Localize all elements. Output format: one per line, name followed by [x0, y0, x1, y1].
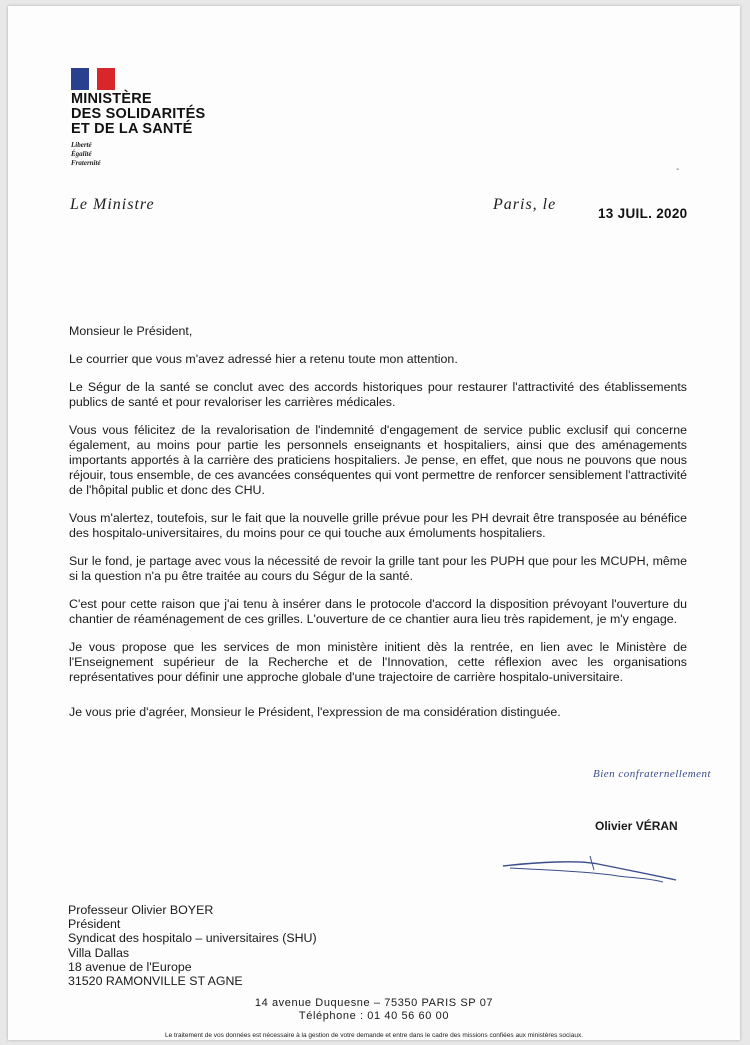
- ministry-line: ET DE LA SANTÉ: [71, 121, 193, 137]
- motto-line: Fraternité: [71, 159, 101, 167]
- motto-line: Liberté: [71, 141, 92, 149]
- motto-line: Égalité: [71, 150, 92, 158]
- recipient-line: Professeur Olivier BOYER: [68, 903, 214, 917]
- sender-title: Le Ministre: [70, 196, 155, 213]
- stray-mark: -: [676, 164, 680, 175]
- footer-phone: Téléphone : 01 40 56 60 00: [298, 1010, 450, 1022]
- salutation: Monsieur le Président,: [69, 324, 193, 338]
- footer-address: 14 avenue Duquesne – 75350 PARIS SP 07: [254, 997, 494, 1009]
- closing-formula: Je vous prie d'agréer, Monsieur le Président, l'expression de ma considération distinguée.: [69, 705, 561, 719]
- ministry-line: MINISTÈRE: [71, 91, 152, 107]
- handwritten-note: Bien confraternellement: [593, 768, 712, 780]
- paragraph: Vous m'alertez, toutefois, sur le fait que la nouvelle grille prévue pour les PH devrait être transposée au bénéfice des hospitalo-universitaires, du moins pour ce qui touche aux émoluments hospitaliers.: [69, 511, 687, 540]
- recipient-line: 31520 RAMONVILLE ST AGNE: [68, 974, 243, 989]
- paragraph: C'est pour cette raison que j'ai tenu à insérer dans le protocole d'accord la disposition prévoyant l'ouverture du chantier de réaménagement de ces grilles. L'ouverture de ce chantier aura lieu très rapidement, je m'y engage.: [69, 597, 687, 626]
- letter-page: [8, 6, 740, 1040]
- paragraph: Sur le fond, je partage avec vous la nécessité de revoir la grille tant pour les PUPH que pour les MCUPH, même si la question n'a pu être traitée au cours du Ségur de la santé.: [69, 554, 687, 583]
- recipient-line: Villa Dallas: [68, 945, 130, 960]
- paragraph: Je vous propose que les services de mon ministère initient dès la rentrée, en lien avec le Ministère de l'Enseignement supérieur de la Recherche et de l'Innovation, cette réflexion avec les organisations représentatives pour définir une approche globale d'une trajectoire de carrière hospitalo-universitaire.: [69, 640, 687, 684]
- paragraph: Le courrier que vous m'avez adressé hier a retenu toute mon attention.: [69, 352, 458, 366]
- signature-stroke: [498, 848, 688, 893]
- letter-body: [69, 324, 687, 733]
- recipient-address: [68, 903, 317, 988]
- recipient-line: Syndicat des hospitalo – universitaires (SHU): [68, 931, 317, 946]
- marianne-flag-logo: [71, 68, 115, 90]
- recipient-line: 18 avenue de l'Europe: [68, 959, 192, 974]
- paragraph: Vous vous félicitez de la revalorisation de l'indemnité d'engagement de service public exclusif qui concerne également, au moins pour partie les personnels enseignants et hospitaliers, ainsi que des aménagements importants apportés à la carrière des praticiens hospitaliers. Je pense, en effet, que nous ne pouvons que nous réjouir, tous ensemble, de ces avancées conséquentes qui vont permettre de renforcer sensiblement l'attractivité de l'hôpital public et donc des CHU.: [69, 423, 687, 497]
- republic-motto: [71, 141, 101, 168]
- place-label: Paris, le: [493, 196, 557, 213]
- ministry-line: DES SOLIDARITÉS: [71, 106, 206, 122]
- ministry-name: [71, 92, 205, 137]
- footer-privacy-note: Le traitement de vos données est nécessaire à la gestion de votre demande et entre dans le cadre des missions confiées aux ministères sociaux.: [164, 1032, 584, 1039]
- signatory-name: Olivier VÉRAN: [595, 819, 678, 833]
- recipient-line: Président: [68, 917, 121, 932]
- letter-date: 13 JUIL. 2020: [598, 206, 688, 221]
- footer-contact: [8, 997, 740, 1023]
- paragraph: Le Ségur de la santé se conclut avec des accords historiques pour restaurer l'attractivité des établissements publics de santé et pour revaloriser les carrières médicales.: [69, 380, 687, 409]
